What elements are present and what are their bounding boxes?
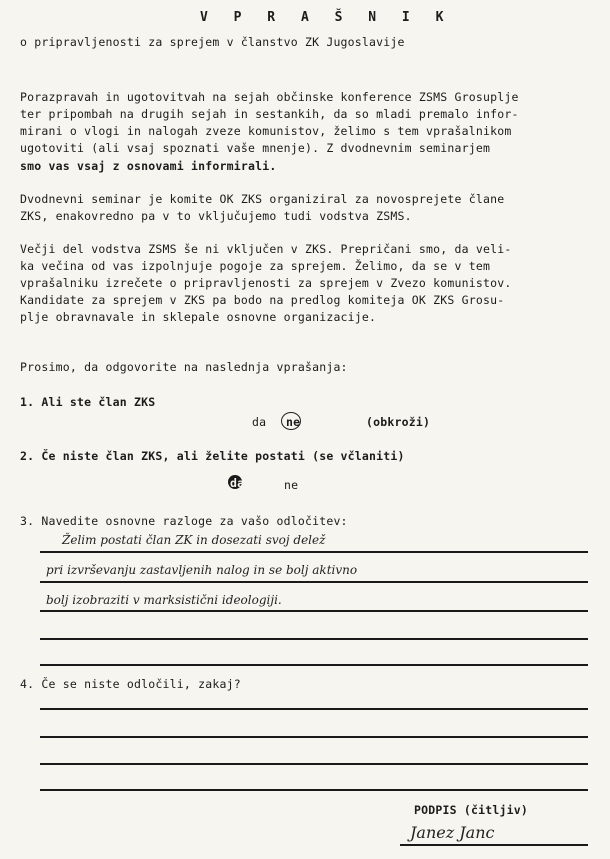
- answer-line: [40, 638, 588, 640]
- answer-line: [40, 551, 588, 553]
- question-2: 2. Če niste član ZKS, ali želite postati (se včlaniti): [20, 449, 405, 463]
- q1-no-option[interactable]: ne: [286, 415, 301, 429]
- intro-line: mirani o vlogi in nalogah zveze komunistov, želimo s tem vprašalnikom: [20, 124, 512, 138]
- q1-yes-option[interactable]: da: [252, 415, 267, 429]
- answer-line: [40, 664, 588, 666]
- para3-line: Kandidate za sprejem v ZKS pa bodo na predlog komiteja OK ZKS Grosu-: [20, 293, 505, 307]
- signature-line: [400, 844, 588, 846]
- intro-line: Porazpravah in ugotovitvah na sejah občinske konference ZSMS Grosuplje: [20, 90, 519, 104]
- para3-line: plje obravnavale in sklepale osnovne organizacije.: [20, 310, 377, 324]
- q2-no-option[interactable]: ne: [284, 478, 299, 492]
- answer-line: [40, 581, 588, 583]
- question-1: 1. Ali ste član ZKS: [20, 395, 156, 409]
- intro-line: smo vas vsaj z osnovami informirali.: [20, 159, 277, 173]
- signature[interactable]: Janez Janc: [410, 823, 495, 842]
- q2-yes-option[interactable]: da: [230, 476, 245, 490]
- document-title: V P R A Š N I K: [200, 10, 453, 25]
- q1-selection-circle: [281, 412, 301, 430]
- q1-hint: (obkroži): [366, 415, 431, 429]
- para3-line: Večji del vodstva ZSMS še ni vključen v ZKS. Prepričani smo, da veli-: [20, 242, 512, 256]
- answer-line: [40, 763, 588, 765]
- intro-line: ter pripombah na drugih sejah in sestankih, da so mladi premalo infor-: [20, 107, 519, 121]
- questions-prompt: Prosimo, da odgovorite na naslednja vprašanja:: [20, 360, 348, 374]
- para2-line: ZKS, enakovredno pa v to vključujemo tudi vodstva ZSMS.: [20, 209, 412, 223]
- intro-line: ugotoviti (ali vsaj spoznati vaše mnenje). Z dvodnevnim seminarjem: [20, 141, 491, 155]
- answer-line: [40, 610, 588, 612]
- para3-line: vprašalniku izrečete o pripravljenosti za sprejem v Zvezo komunistov.: [20, 276, 512, 290]
- answer-line: [40, 708, 588, 710]
- para3-line: ka večina od vas izpolnjuje pogoje za sprejem. Želimo, da se v tem: [20, 259, 491, 273]
- question-4: 4. Če se niste odločili, zakaj?: [20, 677, 241, 691]
- para2-line: Dvodnevni seminar je komite OK ZKS organiziral za novosprejete člane: [20, 192, 505, 206]
- q3-handwritten-answer[interactable]: Želim postati član ZK in dosezati svoj delež: [62, 533, 326, 547]
- q3-handwritten-answer[interactable]: bolj izobraziti v marksistični ideologiji.: [46, 593, 282, 607]
- answer-line: [40, 736, 588, 738]
- answer-line: [40, 789, 588, 791]
- signature-label: PODPIS (čitljiv): [414, 803, 528, 817]
- q3-handwritten-answer[interactable]: pri izvrševanju zastavljenih nalog in se bolj aktivno: [46, 563, 358, 577]
- question-3: 3. Navedite osnovne razloge za vašo odločitev:: [20, 514, 348, 528]
- document-subtitle: o pripravljenosti za sprejem v članstvo ZK Jugoslavije: [20, 35, 405, 49]
